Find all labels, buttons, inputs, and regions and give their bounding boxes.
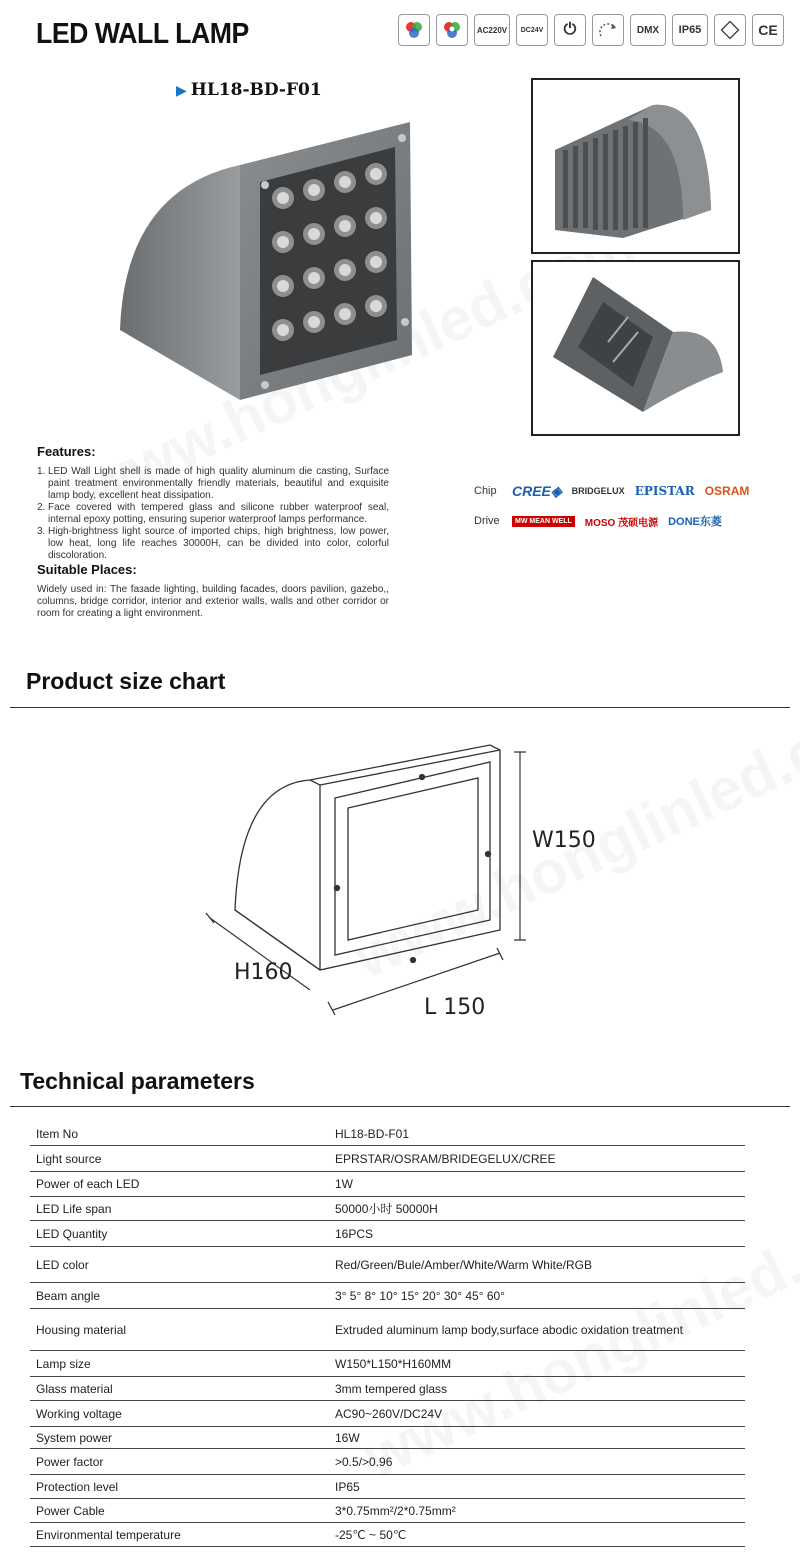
size-chart-title: Product size chart	[26, 668, 226, 694]
led-chip	[308, 184, 320, 196]
dc24v-icon: DC24V	[516, 14, 548, 46]
places-heading: Suitable Places:	[37, 562, 137, 577]
led-chip	[370, 212, 382, 224]
list-item: 1. LED Wall Light shell is made of high quality aluminum die casting, Surface paint treatment environmentally friendly materials, beautiful and exquisite lamp body, excellent heat dissipation.	[37, 466, 389, 501]
chip-label: Chip	[474, 485, 497, 497]
table-row: Housing material Extruded aluminum lamp body,surface abodic oxidation treatment	[30, 1309, 745, 1351]
osram-logo: OSRAM	[704, 484, 750, 498]
led-chip	[277, 192, 289, 204]
table-row: Protection level IP65	[30, 1475, 745, 1499]
led-chip	[370, 256, 382, 268]
table-row: Lamp size W150*L150*H160MM	[30, 1351, 745, 1377]
cree-logo: CREE◈	[512, 482, 562, 499]
led-chip	[339, 308, 351, 320]
led-chip	[370, 300, 382, 312]
features-list	[37, 466, 389, 562]
moso-logo: MOSO 茂硕电源	[584, 517, 659, 529]
rgb-icon	[398, 14, 430, 46]
led-chip	[277, 236, 289, 248]
table-row: Power factor >0.5/>0.96	[30, 1449, 745, 1475]
brand-logos	[474, 476, 794, 536]
bridgelux-logo: BRIDGELUX	[571, 486, 625, 496]
meanwell-logo: MW MEAN WELL	[512, 516, 575, 527]
ce-icon: CE	[752, 14, 784, 46]
table-row: Beam angle 3° 5° 8° 10° 15° 20° 30° 45° 60°	[30, 1283, 745, 1309]
page-title: LED WALL LAMP	[36, 18, 249, 50]
product-photo-bracket	[531, 260, 740, 436]
features-section	[37, 446, 389, 620]
table-row: Environmental temperature -25℃ ~ 50℃	[30, 1523, 745, 1547]
divider	[10, 707, 790, 708]
product-photo-back	[531, 78, 740, 254]
table-row: Glass material 3mm tempered glass	[30, 1377, 745, 1401]
led-chip	[308, 228, 320, 240]
done-logo: DONE东菱	[668, 516, 722, 528]
triangle-icon: ▶	[176, 83, 187, 99]
feature-icon-row	[398, 14, 784, 46]
divider	[10, 1106, 790, 1107]
led-chip	[308, 272, 320, 284]
length-dimension: L 150	[424, 995, 486, 1020]
table-row: Light source EPRSTAR/OSRAM/BRIDEGELUX/CREE	[30, 1146, 745, 1172]
epistar-logo: EPISTAR	[634, 484, 695, 498]
places-text: Widely used in: The faзade lighting, building facades, doors pavilion, gazebo,, columns, bridge corridor, interior and exterior walls, walls and other corridor or room for creating a light environment.	[37, 584, 389, 619]
table-row: System power 16W	[30, 1427, 745, 1449]
rgbw-icon	[436, 14, 468, 46]
technical-title: Technical parameters	[20, 1068, 255, 1094]
dmx-icon: DMX	[630, 14, 666, 46]
list-item: 2. Face covered with tempered glass and silicone rubber waterproof seal, internal epoxy potting, ensuring superior waterproof lamps performance.	[37, 502, 389, 525]
led-chip	[339, 176, 351, 188]
led-chip	[277, 324, 289, 336]
model-label	[176, 80, 322, 100]
ip65-icon: IP65	[672, 14, 708, 46]
led-chip	[339, 264, 351, 276]
led-chip	[308, 316, 320, 328]
table-row: LED color Red/Green/Bule/Amber/White/Warm White/RGB	[30, 1247, 745, 1283]
parameters-table	[30, 1122, 745, 1547]
led-chip	[339, 220, 351, 232]
model-number: HL18-BD-F01	[190, 80, 322, 100]
chip-row	[474, 476, 794, 506]
drive-label: Drive	[474, 515, 500, 527]
drive-row	[474, 506, 794, 536]
table-row: LED Quantity 16PCS	[30, 1221, 745, 1247]
table-row: LED Life span 50000小时 50000H	[30, 1197, 745, 1221]
dimmer-icon	[592, 14, 624, 46]
power-icon: ⏻	[554, 14, 586, 46]
features-heading: Features:	[37, 444, 96, 459]
product-photo	[90, 110, 430, 430]
led-chip	[277, 280, 289, 292]
size-drawing	[200, 740, 630, 1040]
table-row: Working voltage AC90~260V/DC24V	[30, 1401, 745, 1427]
table-row: Item No HL18-BD-F01	[30, 1122, 745, 1146]
width-dimension: W150	[532, 828, 596, 853]
class3-icon	[714, 14, 746, 46]
led-chip	[370, 168, 382, 180]
table-row: Power Cable 3*0.75mm²/2*0.75mm²	[30, 1499, 745, 1523]
height-dimension: H160	[234, 960, 293, 985]
table-row: Power of each LED 1W	[30, 1172, 745, 1197]
list-item: 3. High-brightness light source of imported chips, high brightness, low power, low heat, long life reaches 30000H, can be divided into color, colorful discoloration.	[37, 526, 389, 561]
ac220v-icon: AC220V	[474, 14, 510, 46]
